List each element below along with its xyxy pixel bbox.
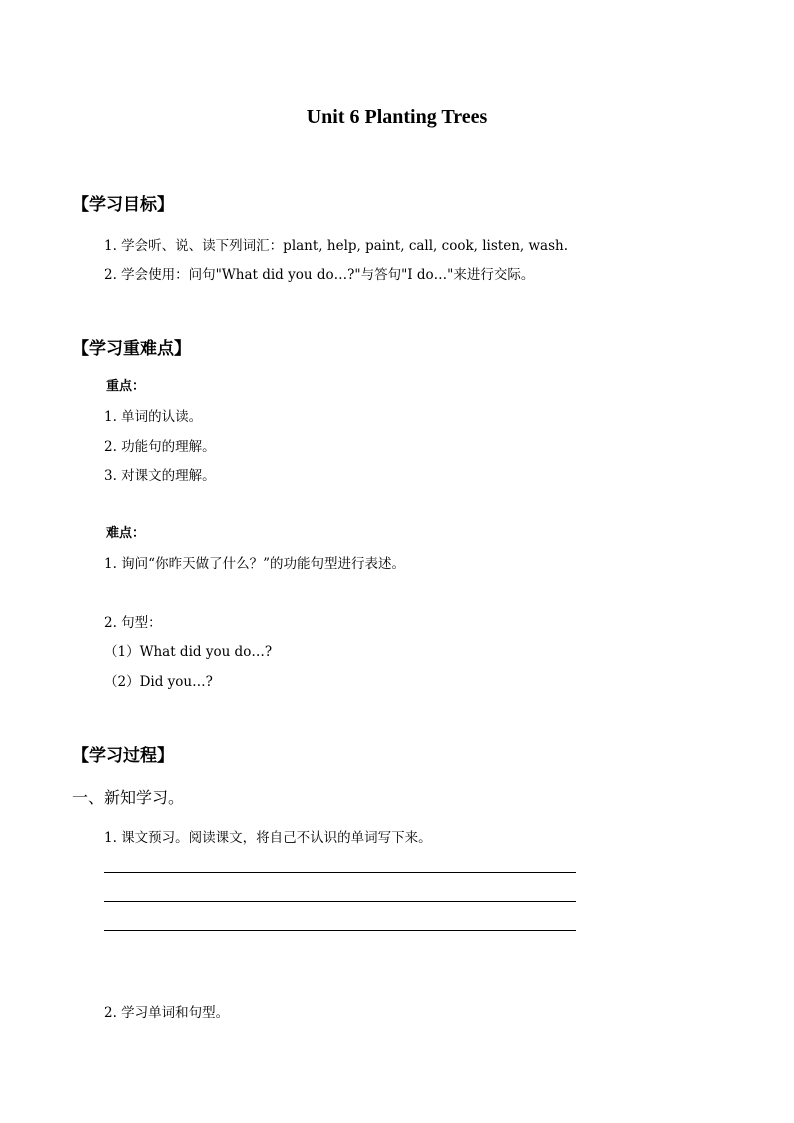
objectives-heading: 【学习目标】 [72, 195, 174, 215]
page-title: Unit 6 Planting Trees [306, 106, 488, 128]
difficulty-item-2: 2. 句型： [104, 615, 162, 631]
difficulty-label: 难点： [106, 526, 146, 541]
focus-item-2: 2. 功能句的理解。 [104, 439, 216, 455]
step-1: 1. 课文预习。阅读课文，将自己不认识的单词写下来。 [104, 830, 432, 846]
answer-line-2[interactable] [104, 901, 576, 902]
difficulty-item-1: 1. 询问“你昨天做了什么？”的功能句型进行表述。 [104, 556, 405, 572]
objective-item-1: 1. 学会听、说、读下列词汇：plant, help, paint, call, cook, listen, wash. [104, 238, 568, 254]
focus-item-3: 3. 对课文的理解。 [104, 468, 216, 484]
new-knowledge-heading: 一、新知学习。 [72, 788, 185, 807]
objective-item-2: 2. 学会使用：问句"What did you do…?"与答句"I do…"来进行交际。 [104, 267, 535, 283]
pattern-item-2: （2）Did you…? [104, 674, 213, 690]
step-2: 2. 学习单词和句型。 [104, 1005, 230, 1021]
process-heading: 【学习过程】 [72, 746, 174, 766]
focus-item-1: 1. 单词的认读。 [104, 409, 203, 425]
pattern-item-1: （1）What did you do…? [104, 644, 273, 660]
key-points-heading: 【学习重难点】 [72, 339, 191, 359]
answer-line-3[interactable] [104, 930, 576, 931]
focus-label: 重点： [106, 379, 146, 394]
answer-line-1[interactable] [104, 872, 576, 873]
